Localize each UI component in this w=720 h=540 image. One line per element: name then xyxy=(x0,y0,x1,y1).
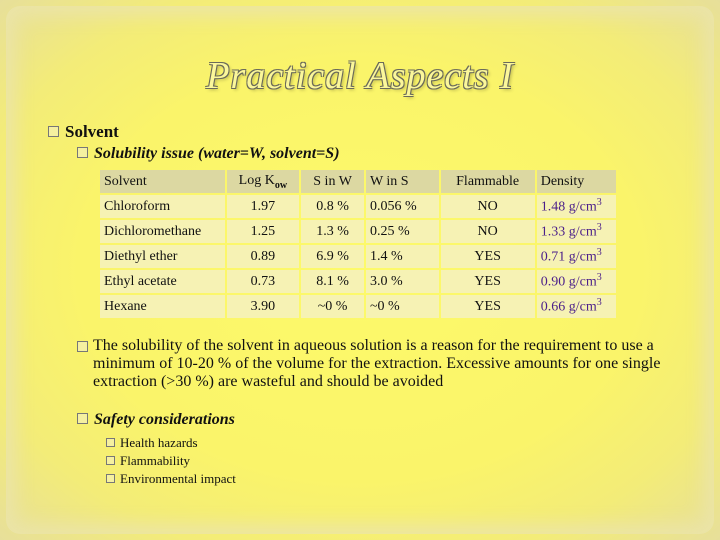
list-item: Flammability xyxy=(106,452,236,470)
bullet-icon xyxy=(77,147,88,158)
slide-title: Practical Aspects I xyxy=(206,55,514,97)
header-logk: Log $K_{ow}$ xyxy=(227,170,300,193)
cell-density: 1.48 $g/cm^3$ xyxy=(537,195,616,218)
cell-solvent: Ethyl acetate xyxy=(100,270,225,293)
cell-s-in-w: 8.1 % xyxy=(301,270,364,293)
table-row xyxy=(100,295,616,318)
cell-w-in-s: 0.056 % xyxy=(366,195,439,218)
table-row xyxy=(100,245,616,268)
header-density: Density xyxy=(537,170,616,193)
cell-logk: 0.89 xyxy=(227,245,300,268)
cell-solvent: Chloroform xyxy=(100,195,225,218)
list-item: Environmental impact xyxy=(106,470,236,488)
table-row xyxy=(100,220,616,243)
cell-solvent: Diethyl ether xyxy=(100,245,225,268)
cell-flammable: YES xyxy=(441,270,535,293)
cell-solvent: Hexane xyxy=(100,295,225,318)
solubility-paragraph xyxy=(77,337,677,391)
bullet-icon xyxy=(106,456,115,465)
cell-flammable: YES xyxy=(441,245,535,268)
bullet-solvent-text: Solvent xyxy=(65,122,119,141)
cell-flammable: NO xyxy=(441,195,535,218)
bullet-icon xyxy=(77,413,88,424)
table-row xyxy=(100,195,616,218)
cell-w-in-s: 3.0 % xyxy=(366,270,439,293)
cell-s-in-w: 1.3 % xyxy=(301,220,364,243)
cell-w-in-s: 0.25 % xyxy=(366,220,439,243)
bullet-safety-text: Safety considerations xyxy=(94,411,235,428)
header-w-in-s: W in S xyxy=(366,170,439,193)
solubility-paragraph-text: The solubility of the solvent in aqueous solution is a reason for the requirement to use a minimum of 10-20 % of the volume for the extraction. Excessive amounts for one single extraction (>30 %) are wasteful and should be avoided xyxy=(93,337,661,390)
solvent-table xyxy=(98,168,618,320)
cell-flammable: NO xyxy=(441,220,535,243)
bullet-icon xyxy=(48,126,59,137)
bullet-icon xyxy=(77,341,88,352)
cell-density: 1.33 $g/cm^3$ xyxy=(537,220,616,243)
bullet-safety xyxy=(77,411,235,429)
table-row xyxy=(100,270,616,293)
cell-s-in-w: ~0 % xyxy=(301,295,364,318)
list-item: Health hazards xyxy=(106,434,236,452)
cell-w-in-s: ~0 % xyxy=(366,295,439,318)
cell-density: 0.66 $g/cm^3$ xyxy=(537,295,616,318)
cell-solvent: Dichloromethane xyxy=(100,220,225,243)
cell-s-in-w: 6.9 % xyxy=(301,245,364,268)
bullet-solvent xyxy=(48,122,119,142)
header-solvent: Solvent xyxy=(100,170,225,193)
bullet-icon xyxy=(106,438,115,447)
cell-logk: 1.25 xyxy=(227,220,300,243)
safety-list xyxy=(106,434,236,488)
cell-logk: 1.97 xyxy=(227,195,300,218)
cell-density: 0.90 $g/cm^3$ xyxy=(537,270,616,293)
header-flammable: Flammable xyxy=(441,170,535,193)
table-header-row xyxy=(100,170,616,193)
bullet-icon xyxy=(106,474,115,483)
cell-logk: 0.73 xyxy=(227,270,300,293)
cell-s-in-w: 0.8 % xyxy=(301,195,364,218)
cell-w-in-s: 1.4 % xyxy=(366,245,439,268)
cell-density: 0.71 $g/cm^3$ xyxy=(537,245,616,268)
bullet-solubility-text: Solubility issue (water=W, solvent=S) xyxy=(94,145,340,162)
bullet-solubility-issue xyxy=(77,145,340,163)
cell-flammable: YES xyxy=(441,295,535,318)
header-s-in-w: S in W xyxy=(301,170,364,193)
cell-logk: 3.90 xyxy=(227,295,300,318)
